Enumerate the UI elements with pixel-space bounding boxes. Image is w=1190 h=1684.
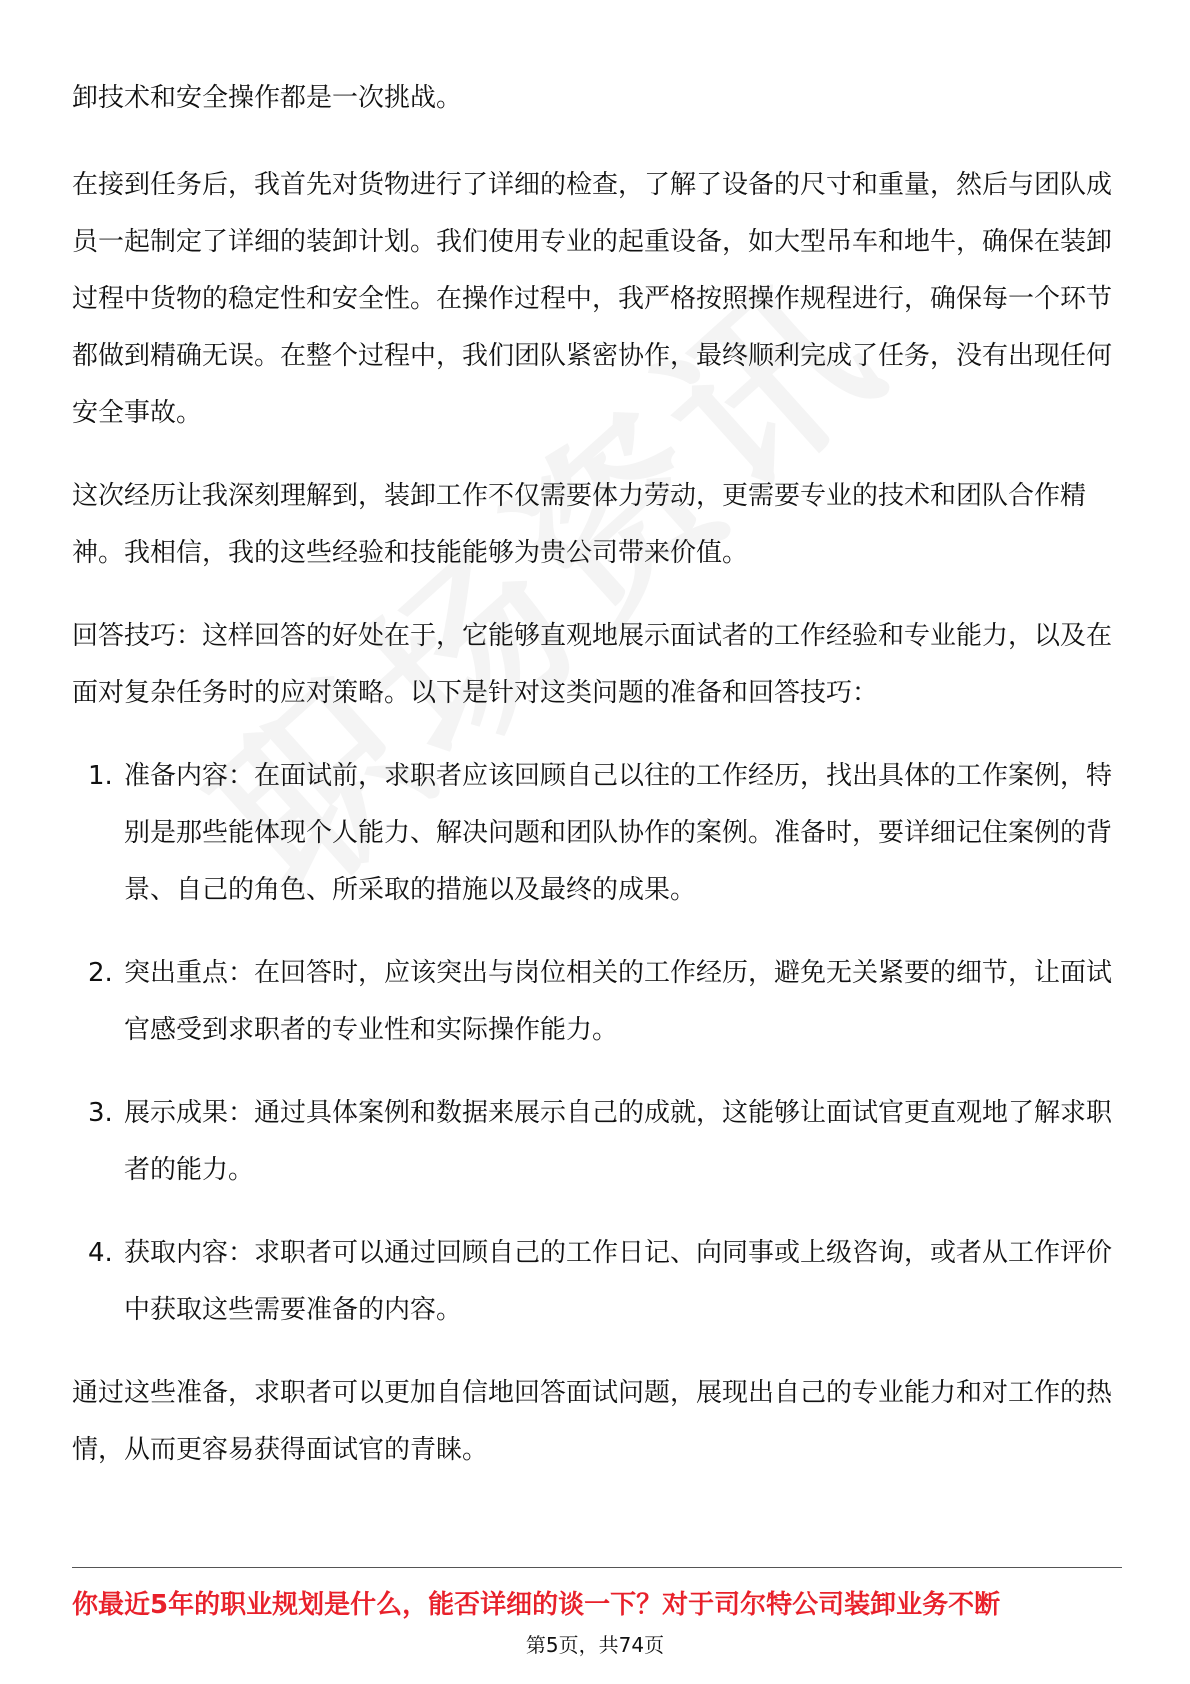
list-item-text: 准备内容：在面试前，求职者应该回顾自己以往的工作经历，找出具体的工作案例，特别是那些能体现个人能力、解决问题和团队协作的案例。准备时，要详细记住案例的背景、自己的角色、所采取的措施以及最终的成果。 <box>124 761 1113 905</box>
section-divider <box>72 1567 1122 1568</box>
paragraph-answer-tips-intro: 回答技巧：这样回答的好处在于，它能够直观地展示面试者的工作经验和专业能力，以及在面对复杂任务时的应对策略。以下是针对这类问题的准备和回答技巧： <box>72 621 1113 708</box>
tips-list <box>72 748 1122 1339</box>
list-item-text: 展示成果：通过具体案例和数据来展示自己的成就，这能够让面试官更直观地了解求职者的能力。 <box>124 1098 1113 1185</box>
paragraph-closing: 通过这些准备，求职者可以更加自信地回答面试问题，展现出自己的专业能力和对工作的热情，从而更容易获得面试官的青睐。 <box>72 1378 1113 1465</box>
list-item <box>72 945 1122 1059</box>
list-item <box>72 1085 1122 1199</box>
list-item <box>72 1225 1122 1339</box>
list-item-number: 4. <box>88 1238 113 1268</box>
paragraph-task-description: 在接到任务后，我首先对货物进行了详细的检查，了解了设备的尺寸和重量，然后与团队成员一起制定了详细的装卸计划。我们使用专业的起重设备，如大型吊车和地牛，确保在装卸过程中货物的稳定性和安全性。在操作过程中，我严格按照操作规程进行，确保每一个环节都做到精确无误。在整个过程中，我们团队紧密协作，最终顺利完成了任务，没有出现任何安全事故。 <box>72 170 1113 428</box>
list-item-number: 2. <box>88 958 113 988</box>
list-item-number: 1. <box>88 761 113 791</box>
paragraph-continuation: 卸技术和安全操作都是一次挑战。 <box>72 83 463 113</box>
list-item-text: 突出重点：在回答时，应该突出与岗位相关的工作经历，避免无关紧要的细节，让面试官感受到求职者的专业性和实际操作能力。 <box>124 958 1113 1045</box>
document-body <box>72 70 1122 1505</box>
paragraph-reflection: 这次经历让我深刻理解到，装卸工作不仅需要体力劳动，更需要专业的技术和团队合作精神。我相信，我的这些经验和技能能够为贵公司带来价值。 <box>72 481 1087 568</box>
next-question-heading: 你最近5年的职业规划是什么，能否详细的谈一下？对于司尔特公司装卸业务不断 <box>72 1590 1001 1620</box>
list-item-number: 3. <box>88 1098 113 1128</box>
list-item-text: 获取内容：求职者可以通过回顾自己的工作日记、向同事或上级咨询，或者从工作评价中获取这些需要准备的内容。 <box>124 1238 1113 1325</box>
list-item <box>72 748 1122 919</box>
page-number: 第5页，共74页 <box>525 1633 665 1657</box>
